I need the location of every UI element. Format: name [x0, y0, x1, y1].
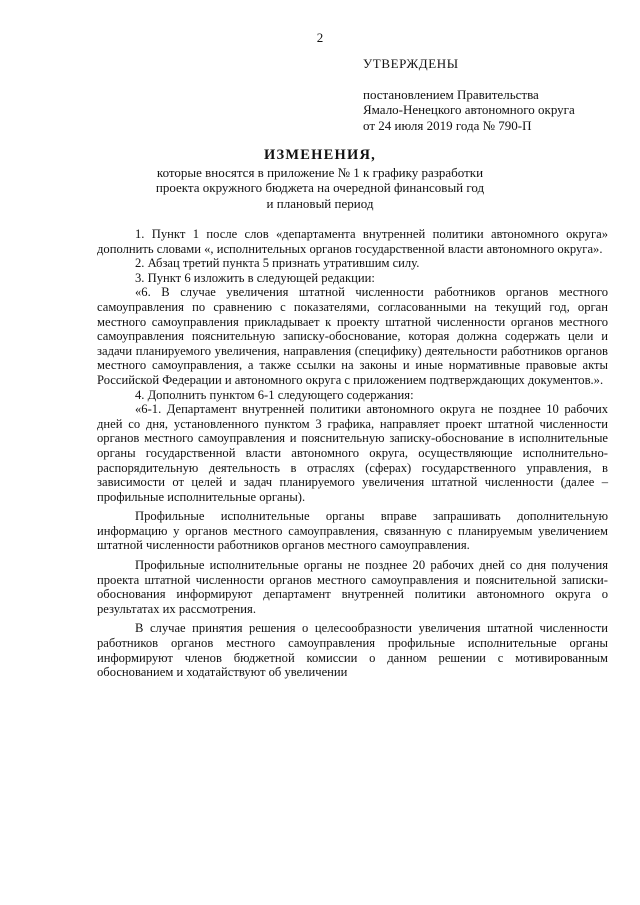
body-paragraph: «6. В случае увеличения штатной численности работников органов местного самоуправления по сравнению с показателями, согласованными на текущий год, орган местного самоуправления прикладывает к проекту штатной численности органов местного самоуправления пояснительную записку-обоснование, которая должна содержать цели и задачи планируемого увеличения, направления (специфику) деятельности работников органов местного самоуправления, а также ссылки на законы и иные нормативные правовые акты Российской Федерации и автономного округа с приложением подтверждающих документов.».	[97, 285, 608, 387]
body-paragraph: В случае принятия решения о целесообразности увеличения штатной численности работников органов местного самоуправления профильные исполнительные органы информируют членов бюджетной комиссии о данном решении с мотивированным обоснованием и ходатайствуют об увеличении	[97, 621, 608, 680]
body-paragraph: 2. Абзац третий пункта 5 признать утратившим силу.	[135, 256, 420, 271]
body-paragraph: 3. Пункт 6 изложить в следующей редакции:	[135, 270, 375, 285]
approval-line: постановлением Правительства	[363, 86, 539, 102]
title-subline: и плановый период	[266, 195, 374, 211]
approval-line: Ямало-Ненецкого автономного округа	[363, 102, 575, 117]
document-title-block	[0, 148, 640, 211]
body-paragraph: 1. Пункт 1 после слов «департамента внутренней политики автономного округа» дополнить словами «, исполнительных органов государственной власти автономного округа».	[97, 227, 608, 256]
body-paragraph: Профильные исполнительные органы вправе запрашивать дополнительную информацию у органов местного самоуправления, связанную с планируемым увеличением штатной численности работников органов местного самоуправления.	[97, 509, 608, 553]
page-number: 2	[316, 30, 324, 45]
title-subline: которые вносятся в приложение № 1 к графику разработки	[156, 164, 484, 180]
document-title: ИЗМЕНЕНИЯ,	[264, 147, 376, 163]
approval-block	[363, 56, 623, 133]
body-paragraph: «6-1. Департамент внутренней политики автономного округа не позднее 10 рабочих дней со дня, установленного пунктом 3 графика, направляет проект штатной численности органов местного самоуправления и пояснительную записку-обоснование в исполнительные органы государственной власти автономного округа, осуществляющие исполнительно-распорядительную деятельность в отраслях (сферах) государственного управления, в зависимости от целей и задач планируемого увеличения штатной численности (далее – профильные исполнительные органы).	[97, 402, 608, 504]
approval-line: от 24 июля 2019 года № 790-П	[363, 117, 532, 133]
body-paragraph: 4. Дополнить пунктом 6-1 следующего содержания:	[135, 387, 414, 402]
document-body	[97, 227, 608, 680]
title-subline: проекта окружного бюджета на очередной финансовый год	[155, 180, 485, 196]
approval-heading: УТВЕРЖДЕНЫ	[363, 56, 459, 71]
body-paragraph: Профильные исполнительные органы не позднее 20 рабочих дней со дня получения проекта штатной численности органов местного самоуправления и пояснительной записки-обоснования информируют департамент внутренней политики автономного округа о результатах их рассмотрения.	[97, 558, 608, 616]
